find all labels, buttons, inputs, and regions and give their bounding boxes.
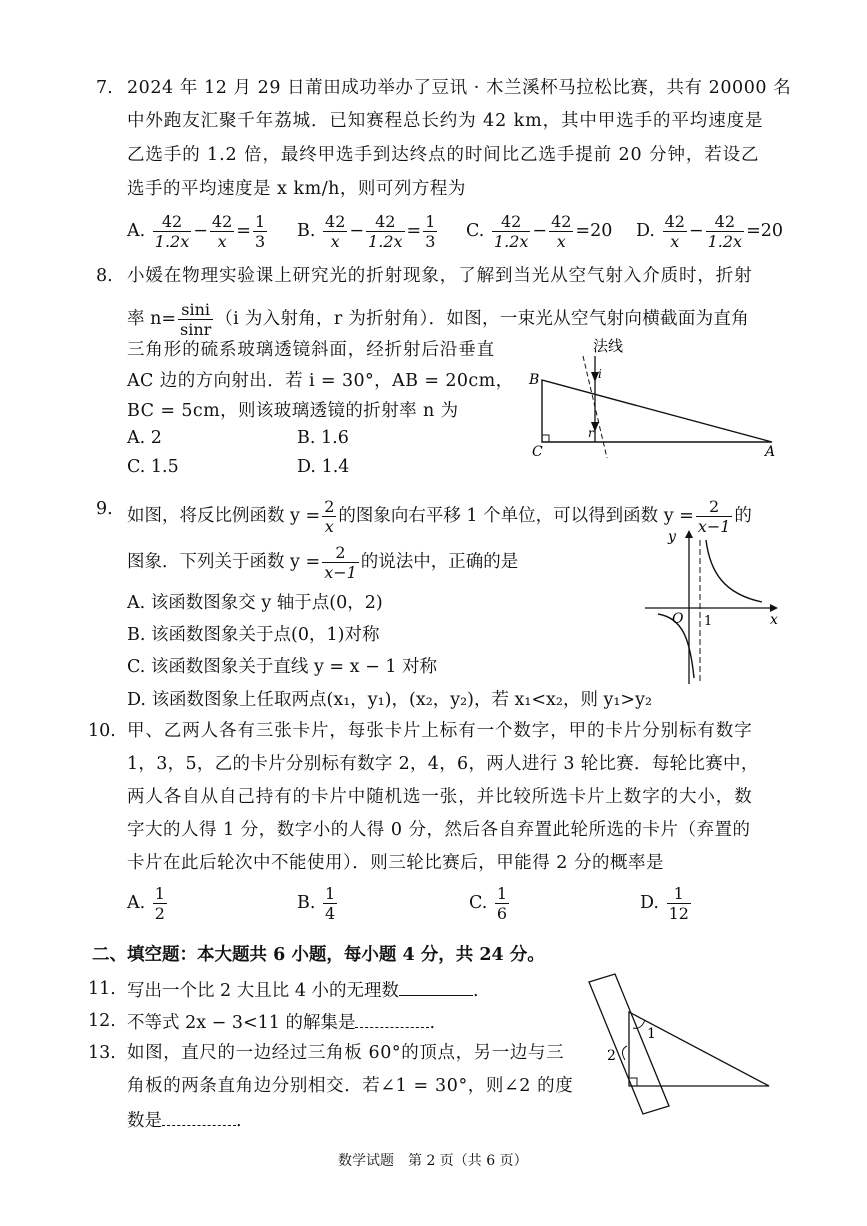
q10-line-5: 卡片在此后轮次中不能使用）．则三轮比赛后，甲能得 2 分的概率是 xyxy=(127,853,665,873)
q8-line-3: 三角形的硫系玻璃透镜斜面，经折射后沿垂直 xyxy=(127,340,495,360)
q10-line-4: 字大的人得 1 分，数字小的人得 0 分，然后各自弃置此轮所选的卡片（弃置的 xyxy=(127,820,751,840)
x-axis-arrow xyxy=(770,604,778,612)
option-label: D. xyxy=(636,221,655,241)
q7-option-d[interactable]: D. $\frac{42}{x}$ − $\frac{42}{1.2x}$ =20 xyxy=(636,212,783,251)
q7-option-b[interactable]: B. $\frac{42}{x}$ − $\frac{42}{1.2x}$ = $\frac{1}{3}$ xyxy=(297,212,436,251)
q12-line: 不等式 2x − 3<11 的解集是 . xyxy=(127,1009,435,1035)
x-label: x xyxy=(770,612,778,628)
q8-option-a[interactable]: A. 2 xyxy=(127,428,162,448)
q8-option-c[interactable]: C. 1.5 xyxy=(127,457,179,477)
vertex-c: C xyxy=(532,444,543,460)
q10-option-a[interactable]: A. $\frac{1}{2}$ xyxy=(127,884,165,923)
option-label: A. xyxy=(127,221,146,241)
option-label: C. xyxy=(466,221,485,241)
q13-line-1: 如图，直尺的一边经过三角板 60°的顶点，另一边与三 xyxy=(127,1043,565,1063)
q10-line-2: 1，3，5，乙的卡片分别标有数字 2，4，6，两人进行 3 轮比赛．每轮比赛中， xyxy=(127,754,759,774)
prism-triangle xyxy=(542,380,772,442)
q9-hyperbola-figure xyxy=(640,526,790,686)
origin-label: O xyxy=(672,611,684,627)
q8-line-2: 率 n= $\frac{\sin i}{\sin r}$ （i 为入射角，r 为折射角）．如图，一束光从空气射向横截面为直角 xyxy=(127,300,750,339)
q10-option-c[interactable]: C. $\frac{1}{6}$ xyxy=(469,884,508,923)
q8-number: 8. xyxy=(96,266,113,286)
y-axis-arrow xyxy=(685,530,693,538)
q7-option-c[interactable]: C. $\frac{42}{1.2x}$ − $\frac{42}{x}$ =20 xyxy=(466,212,613,251)
q9-line-2: 图象．下列关于函数 y = $\frac{2}{x-1}$ 的说法中，正确的是 xyxy=(127,543,519,582)
q13-ruler-triangle-figure xyxy=(585,968,775,1116)
option-label: B. xyxy=(297,221,316,241)
q12-number: 12. xyxy=(88,1011,116,1031)
angle-r: r xyxy=(588,426,594,440)
angle-2-arc xyxy=(622,1046,627,1060)
q8-line-1: 小媛在物理实验课上研究光的折射现象，了解到当光从空气射入介质时，折射 xyxy=(127,266,753,286)
fraction: $\frac{42}{x}$ xyxy=(664,212,685,251)
angle-1-label: 1 xyxy=(647,1026,656,1042)
angle-i: i xyxy=(598,367,602,381)
q13-number: 13. xyxy=(88,1043,116,1063)
q10-number: 10. xyxy=(88,721,116,741)
q10-line-1: 甲、乙两人各有三张卡片，每张卡片上标有一个数字，甲的卡片分别标有数字 xyxy=(127,721,753,741)
set-square xyxy=(629,1012,769,1086)
q8-option-d[interactable]: D. 1.4 xyxy=(297,457,350,477)
angle-2-label: 2 xyxy=(607,1048,616,1064)
vertex-b: B xyxy=(529,372,540,388)
fraction: $\frac{42}{1.2x}$ xyxy=(154,212,190,251)
fraction: $\frac{42}{x}$ xyxy=(551,212,572,251)
q13-line-2: 角板的两条直角边分别相交．若∠1 = 30°，则∠2 的度 xyxy=(127,1076,574,1096)
tick-one-label: 1 xyxy=(704,614,713,629)
answer-blank[interactable] xyxy=(162,1107,236,1126)
q8-line-5: BC = 5cm，则该玻璃透镜的折射率 n 为 xyxy=(127,401,459,421)
q7-line-2: 中外跑友汇聚千年荔城．已知赛程总长约为 42 km，其中甲选手的平均速度是 xyxy=(127,111,764,131)
q9-option-b[interactable]: B. 该函数图象关于点(0，1)对称 xyxy=(127,625,380,645)
q11-line: 写出一个比 2 大且比 4 小的无理数 . xyxy=(127,977,479,1003)
q11-number: 11. xyxy=(88,979,116,999)
fraction: $\frac{42}{x}$ xyxy=(325,212,346,251)
hyperbola-right-branch xyxy=(706,540,762,602)
q7-line-1: 2024 年 12 月 29 日莆田成功举办了豆讯 · 木兰溪杯马拉松比赛，共有 20000 名 xyxy=(127,78,792,98)
q8-prism-figure xyxy=(525,332,785,462)
q9-option-d[interactable]: D. 该函数图象上任取两点(x₁，y₁)，(x₂，y₂)，若 x₁<x₂，则 y₁>y₂ xyxy=(127,690,652,710)
q8-option-b[interactable]: B. 1.6 xyxy=(297,428,349,448)
q9-option-a[interactable]: A. 该函数图象交 y 轴于点(0，2) xyxy=(127,593,383,613)
q9-number: 9. xyxy=(96,499,113,519)
q13-line-3: 数是 . xyxy=(127,1107,242,1133)
fraction: $\frac{1}{3}$ xyxy=(254,212,266,251)
normal-label: 法线 xyxy=(593,337,624,355)
q10-line-3: 两人各自从自己持有的卡片中随机选一张，并比较所选卡片上数字的大小，数 xyxy=(127,787,753,807)
answer-blank[interactable] xyxy=(399,977,473,996)
fraction: $\frac{42}{1.2x}$ xyxy=(707,212,743,251)
q10-option-d[interactable]: D. $\frac{1}{12}$ xyxy=(640,884,689,923)
q7-line-4: 选手的平均速度是 x km/h，则可列方程为 xyxy=(127,179,466,199)
q9-option-c[interactable]: C. 该函数图象关于直线 y = x − 1 对称 xyxy=(127,657,438,677)
fraction: $\frac{42}{1.2x}$ xyxy=(493,212,529,251)
y-label: y xyxy=(668,529,676,545)
right-angle-mark xyxy=(542,435,549,442)
fraction: $\frac{42}{1.2x}$ xyxy=(368,212,403,251)
fraction: $\frac{42}{x}$ xyxy=(211,212,233,251)
answer-blank[interactable] xyxy=(355,1009,429,1028)
page-footer: 数学试题 第 2 页（共 6 页） xyxy=(338,1153,528,1169)
q9-line-1: 如图，将反比例函数 y = $\frac{2}{x}$ 的图象向右平移 1 个单位，可以得到函数 y = $\frac{2}{x-1}$ 的 xyxy=(127,497,752,536)
fraction: $\frac{1}{3}$ xyxy=(425,212,436,251)
q7-line-3: 乙选手的 1.2 倍，最终甲选手到达终点的时间比乙选手提前 20 分钟，若设乙 xyxy=(127,145,760,165)
refraction-fraction: $\frac{\sin i}{\sin r}$ xyxy=(180,300,212,339)
q7-option-a[interactable]: A. $\frac{42}{1.2x}$ − $\frac{42}{x}$ = $\frac{1}{3}$ xyxy=(127,212,266,251)
q8-line-4: AC 边的方向射出．若 i = 30°，AB = 20cm， xyxy=(127,371,514,391)
section-2-heading: 二、填空题：本大题共 6 小题，每小题 4 分，共 24 分。 xyxy=(92,945,545,965)
vertex-a: A xyxy=(765,444,776,460)
q10-option-b[interactable]: B. $\frac{1}{4}$ xyxy=(297,884,336,923)
q7-number: 7. xyxy=(96,78,113,98)
